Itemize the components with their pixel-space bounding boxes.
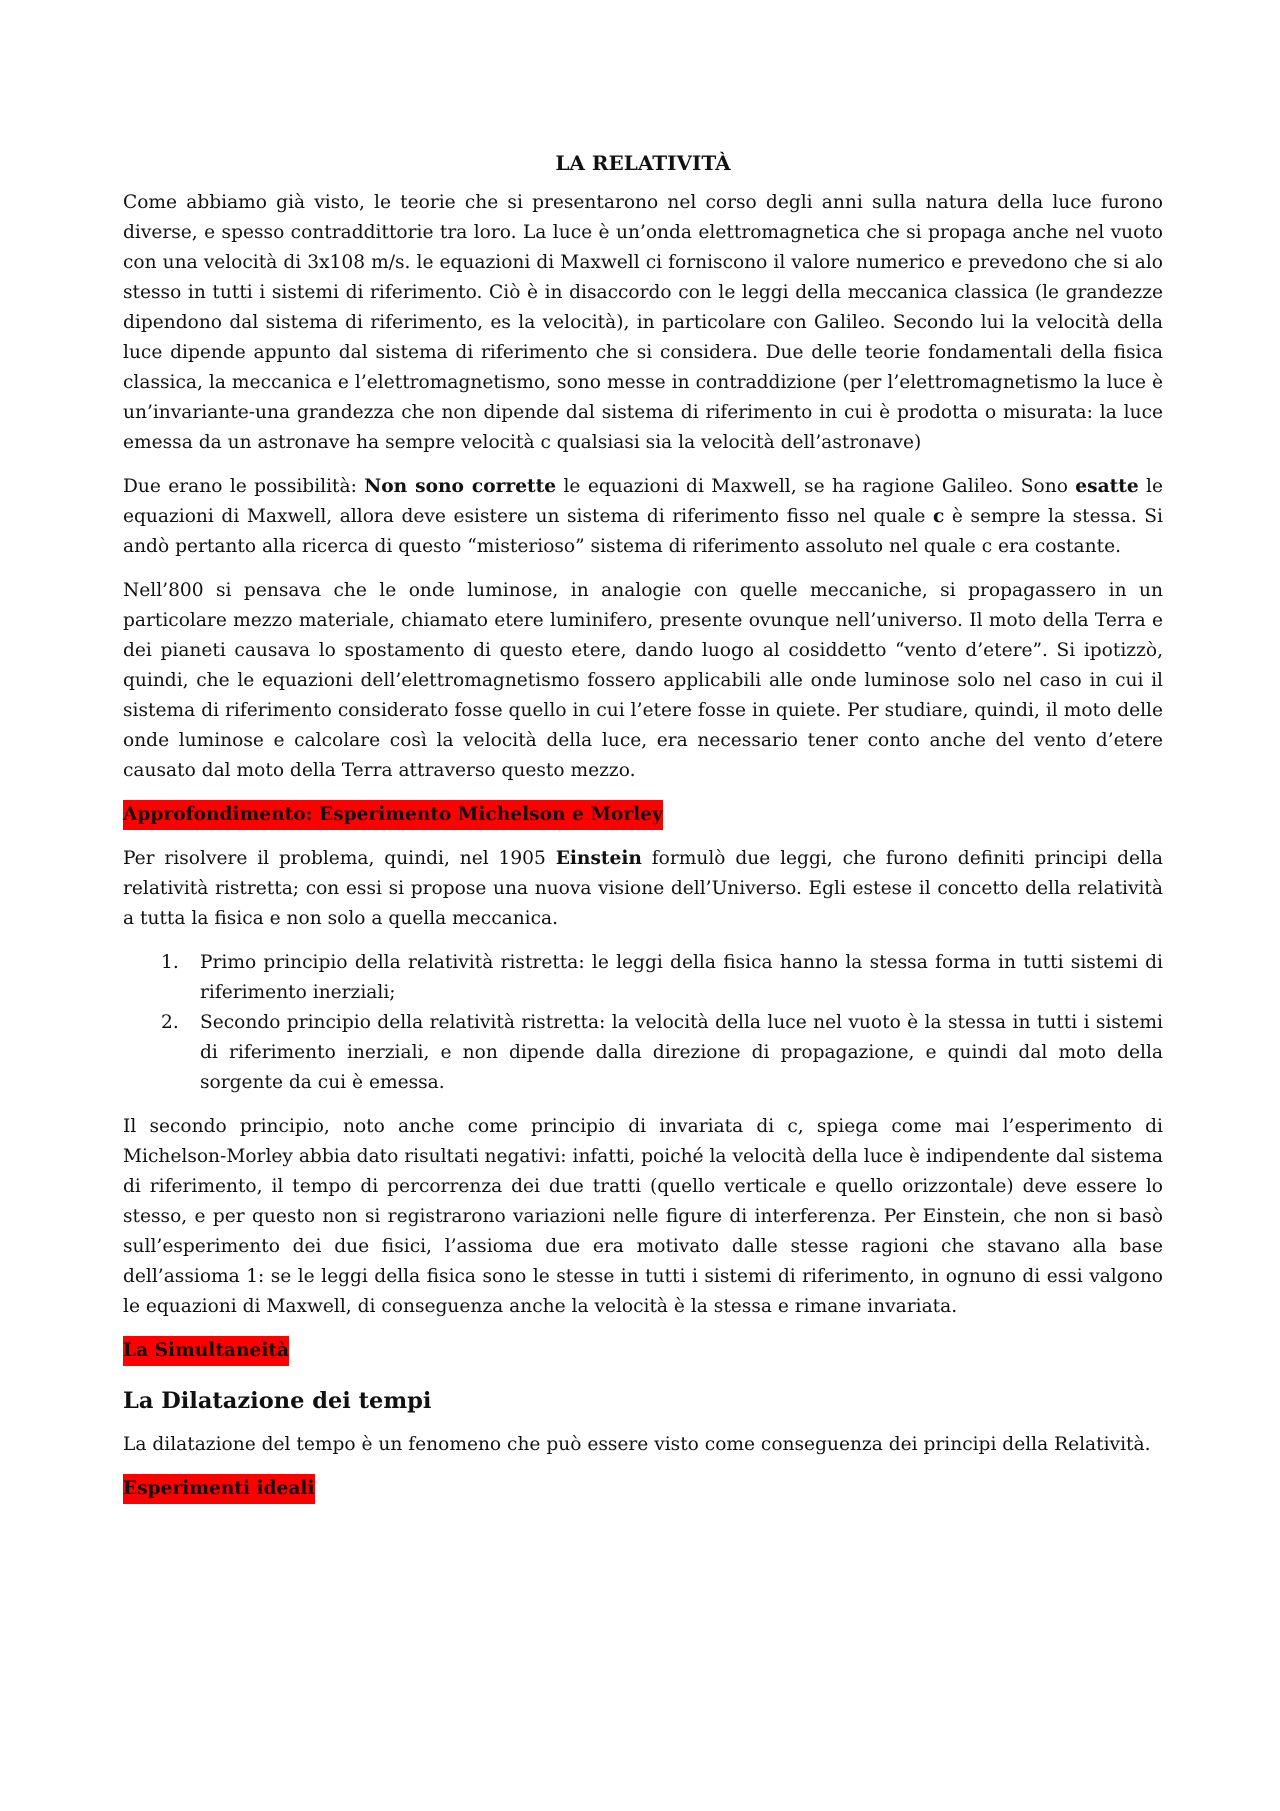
paragraph-ether: Nell’800 si pensava che le onde luminose, in analogie con quelle meccaniche, si propagassero in un particolare mezzo materiale, chiamato etere luminifero, presente ovunque nell’universo. Il moto della Terra e dei pianeti causava lo spostamento di questo etere, dando luogo al cosiddetto “vento d’etere”. Si ipotizzò, quindi, che le equazioni dell’elettromagnetismo fossero applicabili alle onde luminose solo nel caso in cui il sistema di riferimento considerato fosse quello in cui l’etere fosse in quiete. Per studiare, quindi, il moto delle onde luminose e calcolare così la velocità della luce, era necessario tener conto anche del vento d’etere causato dal moto della Terra attraverso questo mezzo. [123, 580, 1163, 781]
text-segment: formulò due leggi, che furono definiti principi della relatività ristretta; con essi si propose una nuova visione dell’Universo. Egli estese il concetto della relatività a tutta la fisica e non solo a quella meccanica. [123, 848, 1163, 929]
list-number: 1. [161, 952, 179, 973]
list-text: Secondo principio della relatività ristretta: la velocità della luce nel vuoto è la stessa in tutti i sistemi di riferimento inerziali, e non dipende dalla direzione di propagazione, e quindi dal moto della sorgente da cui è emessa. [200, 1012, 1163, 1093]
list-number: 2. [161, 1012, 179, 1033]
text-segment: Per risolvere il problema, quindi, nel 1905 [123, 848, 556, 869]
list-item [123, 1008, 1163, 1098]
principles-list [123, 948, 1163, 1098]
text-segment: le equazioni di Maxwell, allora deve esistere un sistema di riferimento fisso nel quale [123, 476, 1164, 527]
heading-time-dilation: La Dilatazione dei tempi [123, 1388, 432, 1414]
paragraph-intro: Come abbiamo già visto, le teorie che si presentarono nel corso degli anni sulla natura della luce furono diverse, e spesso contraddittorie tra loro. La luce è un’onda elettromagnetica che si propaga anche nel vuoto con una velocità di 3x108 m/s. le equazioni di Maxwell ci forniscono il valore numerico e prevedono che si alo stesso in tutti i sistemi di riferimento. Ciò è in disaccordo con le leggi della meccanica classica (le grandezze dipendono dal sistema di riferimento, es la velocità), in particolare con Galileo. Secondo lui la velocità della luce dipende appunto dal sistema di riferimento che si considera. Due delle teorie fondamentali della fisica classica, la meccanica e l’elettromagnetismo, sono messe in contraddizione (per l’elettromagnetismo la luce è un’invariante-una grandezza che non dipende dal sistema di riferimento in cui è prodotta o misurata: la luce emessa da un astronave ha sempre velocità c qualsiasi sia la velocità dell’astronave) [123, 192, 1163, 453]
paragraph-possibilities [123, 472, 1163, 562]
paragraph-time-dilation: La dilatazione del tempo è un fenomeno che può essere visto come conseguenza dei principi della Relatività. [123, 1434, 1151, 1455]
document-page [123, 148, 1163, 1518]
paragraph-einstein [123, 844, 1163, 934]
highlight-simultaneity: La Simultaneità [123, 1336, 289, 1366]
bold-text: c [932, 506, 945, 527]
highlight-michelson-morley: Approfondimento: Esperimento Michelson e Morley [123, 800, 663, 830]
list-item [123, 948, 1163, 1008]
bold-text: Einstein [555, 848, 642, 869]
text-segment: Due erano le possibilità: [123, 476, 365, 497]
bold-text: esatte [1075, 476, 1139, 497]
highlight-ideal-experiments: Esperimenti ideali [123, 1474, 315, 1504]
text-segment: è sempre la stessa. Si andò pertanto alla ricerca di questo “misterioso” sistema di riferimento assoluto nel quale c era costante. [123, 506, 1163, 557]
text-segment: le equazioni di Maxwell, se ha ragione Galileo. Sono [556, 476, 1076, 497]
list-text: Primo principio della relatività ristretta: le leggi della fisica hanno la stessa forma in tutti sistemi di riferimento inerziali; [200, 952, 1163, 1003]
bold-text: Non sono corrette [364, 476, 557, 497]
paragraph-second-principle: Il secondo principio, noto anche come principio di invariata di c, spiega come mai l’esperimento di Michelson-Morley abbia dato risultati negativi: infatti, poiché la velocità della luce è indipendente dal sistema di riferimento, il tempo di percorrenza dei due tratti (quello verticale e quello orizzontale) deve essere lo stesso, e per questo non si registrarono variazioni nelle figure di interferenza. Per Einstein, che non si basò sull’esperimento dei due fisici, l’assioma due era motivato dalle stesse ragioni che stavano alla base dell’assioma 1: se le leggi della fisica sono le stesse in tutti i sistemi di riferimento, in ognuno di essi valgono le equazioni di Maxwell, di conseguenza anche la velocità è la stessa e rimane invariata. [123, 1116, 1163, 1317]
document-title: LA RELATIVITÀ [555, 151, 731, 175]
